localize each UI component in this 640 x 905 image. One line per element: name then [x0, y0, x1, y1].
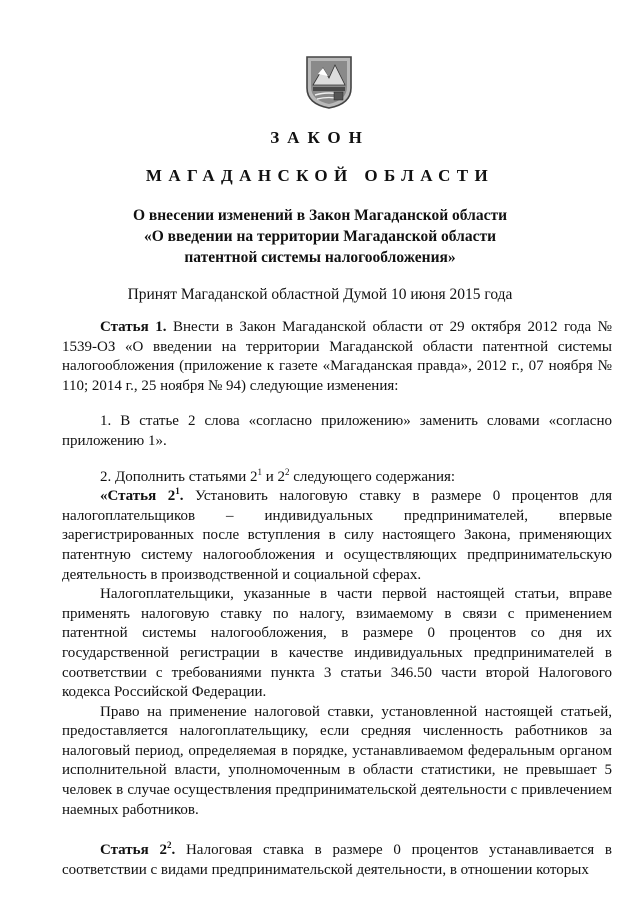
item-2-text: следующего содержания:	[289, 468, 456, 485]
article-2-1-paragraph-3: Право на применение налоговой ставки, установленной настоящей статьей, предоставляется налогоплательщику, если средняя численность работников за налоговый период, определяемая в порядке, устанавливаемом федеральным органом исполнительной власти, уполномоченным в области статистики, не превышает 5 человек в случае осуществления предпринимательской деятельности с привлечением наемных работников.	[62, 703, 612, 818]
adoption-date-line: Принят Магаданской областной Думой 10 июня 2015 года	[127, 286, 513, 303]
article-2-1-text: Установить налоговую ставку в размере 0 процентов для налогоплательщиков – индивидуальных предпринимателей, впервые зарегистрированных после вступления в силу настоящего Закона, применяющих патентную систему налогообложения и осуществляющих предпринимательскую деятельность в производственной и социальной сферах.	[62, 488, 612, 583]
region-title: МАГАДАНСКОЙ ОБЛАСТИ	[145, 166, 495, 185]
heading-text: .	[179, 488, 184, 505]
law-subtitle	[0, 205, 640, 268]
article-2-1-paragraph-2: Налогоплательщики, указанные в части первой настоящей статьи, вправе применять налоговую ставку по налогу, взимаемому в связи с применением патентной системы налогообложения, в размере 0 процентов со дня их государственной регистрации в качестве индивидуальных предпринимателей в соответствии с требованиями пункта 3 статьи 346.50 части второй Налогового кодекса Российской Федерации.	[62, 586, 612, 701]
article-2-2-text: Налоговая ставка в размере 0 процентов устанавливается в соответствии с видами предпринимательской деятельности, в отношении которых	[62, 842, 613, 878]
article-2-2-heading	[100, 842, 175, 858]
item-2-text: 2. Дополнить статьями 2	[100, 468, 258, 485]
article-2-2-paragraph	[62, 841, 612, 880]
item-1-paragraph: 1. В статье 2 слова «согласно приложению» заменить словами «согласно приложению 1».	[62, 413, 612, 449]
coat-of-arms-emblem	[304, 54, 354, 110]
subtitle-line: О внесении изменений в Закон Магаданской области	[132, 207, 508, 224]
heading-text: «Статья 2	[100, 488, 176, 505]
article-1-text: Внести в Закон Магаданской области от 29 октября 2012 года № 1539-ОЗ «О введении на территории Магаданской области патентной системы налогообложения (приложение к газете «Магаданская правда», 2012 г., 07 ноября № 110; 2014 г., 25 ноября № 94) следующие изменения:	[62, 319, 612, 394]
item-2-text: и 2	[261, 468, 286, 485]
heading-text: Статья 2	[100, 842, 167, 859]
article-1-heading: Статья 1.	[100, 319, 167, 335]
item-2-paragraph	[62, 468, 612, 488]
law-title: ЗАКОН	[270, 128, 370, 147]
subtitle-line: патентной системы налогообложения»	[184, 249, 456, 266]
article-2-1-heading	[100, 488, 183, 504]
article-2-1-paragraph	[62, 487, 612, 585]
heading-text: .	[171, 842, 176, 859]
article-1-paragraph	[62, 318, 612, 396]
superscript: 1	[175, 486, 180, 497]
superscript: 2	[285, 466, 290, 477]
superscript: 2	[166, 840, 172, 851]
document-body	[62, 318, 612, 880]
subtitle-line: «О введении на территории Магаданской области	[143, 228, 497, 245]
superscript: 1	[257, 466, 262, 477]
